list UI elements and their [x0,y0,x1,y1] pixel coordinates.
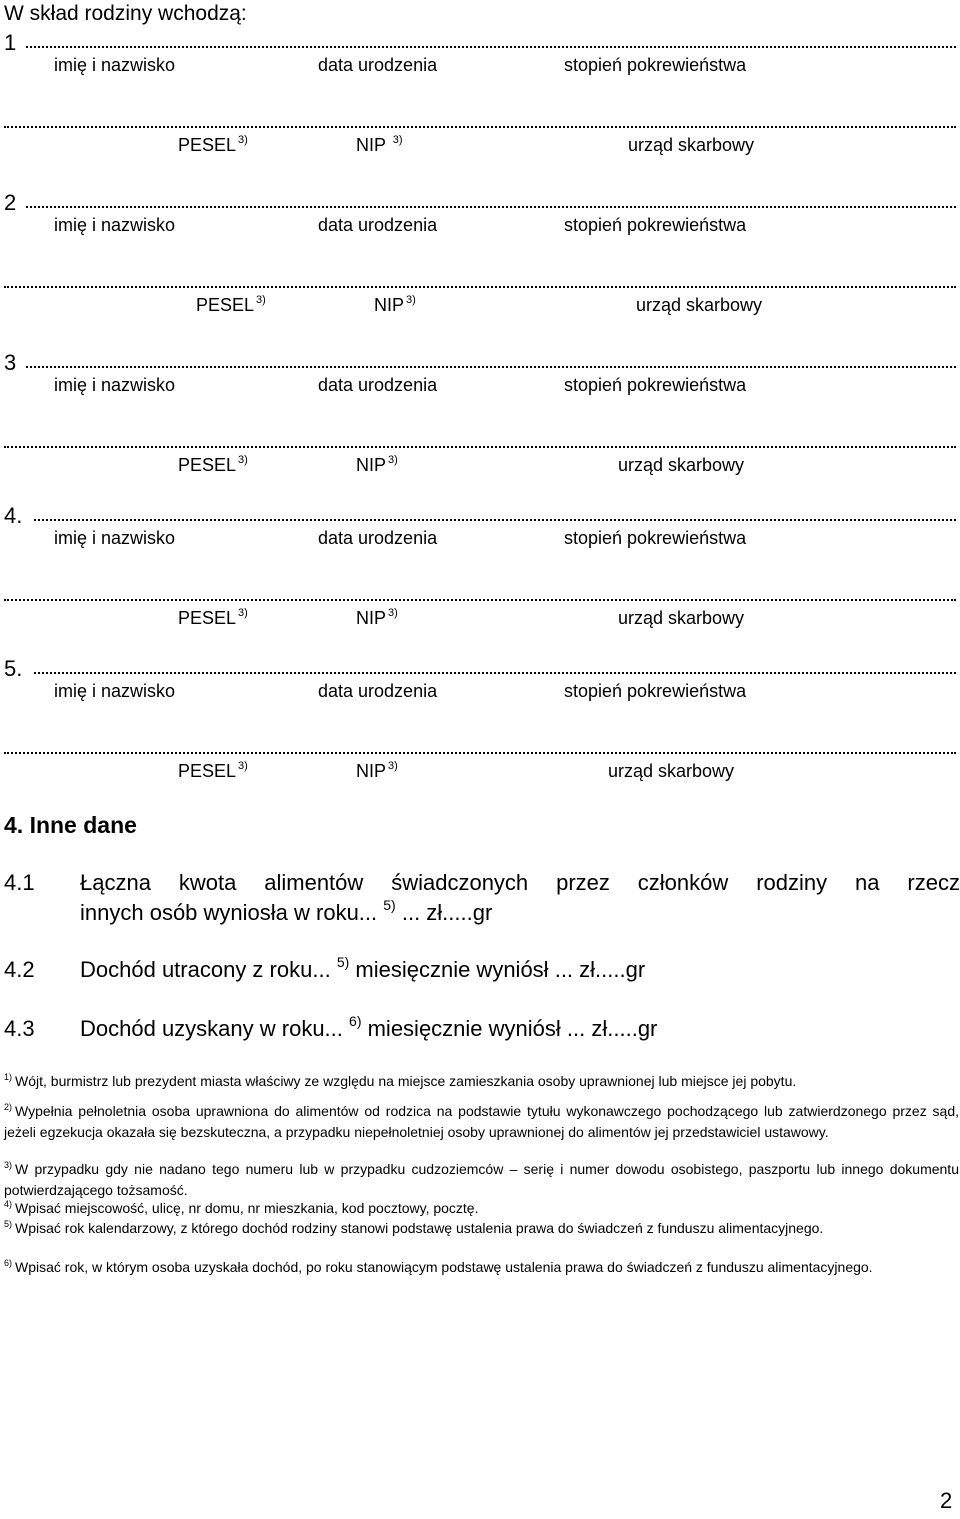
name-label: imię i nazwisko [54,528,176,548]
pesel-nip-tax-field[interactable] [4,126,956,128]
dob-label: data urodzenia [318,528,438,548]
page-number: 2 [940,1488,953,1513]
page-title: W skład rodziny wchodzą: [4,2,247,25]
pesel-label: PESEL $^{3)}$ [196,294,266,315]
dob-label: data urodzenia [318,681,438,701]
footnote-6: $^{6)}$ Wpisać rok, w którym osoba uzyskała dochód, po roku stanowiącym podstawę ustalenia prawa do świadczeń z funduszu alimentacyjnego. [4,1258,873,1275]
nip-label: NIP $^{3)}$ [356,607,398,628]
pesel-nip-tax-field[interactable] [4,286,956,288]
dob-label: data urodzenia [318,215,438,235]
pesel-label: PESEL $^{3)}$ [178,134,248,155]
footnote-4: $^{4)}$ Wpisać miejscowość, ulicę, nr domu, nr mieszkania, kod pocztowy, pocztę. [4,1199,479,1216]
q43-line: Dochód uzyskany w roku... $^{6)}$ miesięcznie wyniósł ... zł.....gr [80,1013,658,1041]
tax-office-label: urząd skarbowy [618,608,745,628]
member-number: 5. [4,656,23,681]
member-number: 3 [4,350,17,375]
tax-office-label: urząd skarbowy [618,455,745,475]
pesel-label: PESEL $^{3)}$ [178,454,248,475]
footnote-3: $^{3)}$ W przypadku gdy nie nadano tego numeru lub w przypadku cudzoziemców – serię i numer dowodu osobistego, paszportu lub innego dokumentu potwierdzającego tożsamość. [4,1160,959,1198]
footnote-5: $^{5)}$ Wpisać rok kalendarzowy, z którego dochód rodziny stanowi podstawę ustalenia prawa do świadczeń z funduszu alimentacyjnego. [4,1219,824,1236]
pesel-nip-tax-field[interactable] [4,599,956,601]
pesel-label: PESEL $^{3)}$ [178,607,248,628]
name-dob-relation-field[interactable] [26,46,956,48]
nip-label: NIP $^{3)}$ [356,760,398,781]
name-dob-relation-field[interactable] [26,366,956,368]
relationship-label: stopień pokrewieństwa [564,55,747,75]
pesel-label: PESEL $^{3)}$ [178,760,248,781]
name-label: imię i nazwisko [54,215,176,235]
member-number: 4. [4,503,23,528]
footnote-1: $^{1)}$ Wójt, burmistrz lub prezydent miasta właściwy ze względu na miejsce zamieszkania osoby uprawnionej lub miejsce jej pobytu. [4,1072,797,1089]
footnote-2: $^{2)}$ Wypełnia pełnoletnia osoba uprawniona do alimentów od rodzica na podstawie tytułu wykonawczego pochodzącego lub zatwierdzonego przez sąd, jeżeli egzekucja okazała się bezskuteczna, a przypadku niepełnoletniej osoby uprawnionej do alimentów jej przedstawiciel ustawowy. [4,1102,959,1140]
name-label: imię i nazwisko [54,375,176,395]
nip-label: NIP $^{3)}$ [374,294,416,315]
relationship-label: stopień pokrewieństwa [564,528,747,548]
nip-label: NIP $^{3)}$ [356,134,403,155]
dob-label: data urodzenia [318,55,438,75]
pesel-nip-tax-field[interactable] [4,752,956,754]
q41-number: 4.1 [4,870,35,895]
name-label: imię i nazwisko [54,681,176,701]
q42-number: 4.2 [4,957,35,982]
q42-line: Dochód utracony z roku... $^{5)}$ miesięcznie wyniósł ... zł.....gr [80,954,646,982]
tax-office-label: urząd skarbowy [636,295,763,315]
relationship-label: stopień pokrewieństwa [564,375,747,395]
dob-label: data urodzenia [318,375,438,395]
relationship-label: stopień pokrewieństwa [564,681,747,701]
name-dob-relation-field[interactable] [34,672,956,674]
name-dob-relation-field[interactable] [34,519,956,521]
q41-line2: innych osób wyniosła w roku... $^{5)}$ ... zł.....gr [80,897,493,925]
nip-label: NIP $^{3)}$ [356,454,398,475]
q41-line1: Łączna kwota alimentów świadczonych przez członków rodziny na rzecz [80,870,960,895]
member-number: 2 [4,190,17,215]
relationship-label: stopień pokrewieństwa [564,215,747,235]
name-dob-relation-field[interactable] [26,206,956,208]
pesel-nip-tax-field[interactable] [4,446,956,448]
tax-office-label: urząd skarbowy [608,761,735,781]
tax-office-label: urząd skarbowy [628,135,755,155]
member-number: 1 [4,30,17,55]
name-label: imię i nazwisko [54,55,176,75]
section-heading: 4. Inne dane [4,812,137,838]
q43-number: 4.3 [4,1016,35,1041]
